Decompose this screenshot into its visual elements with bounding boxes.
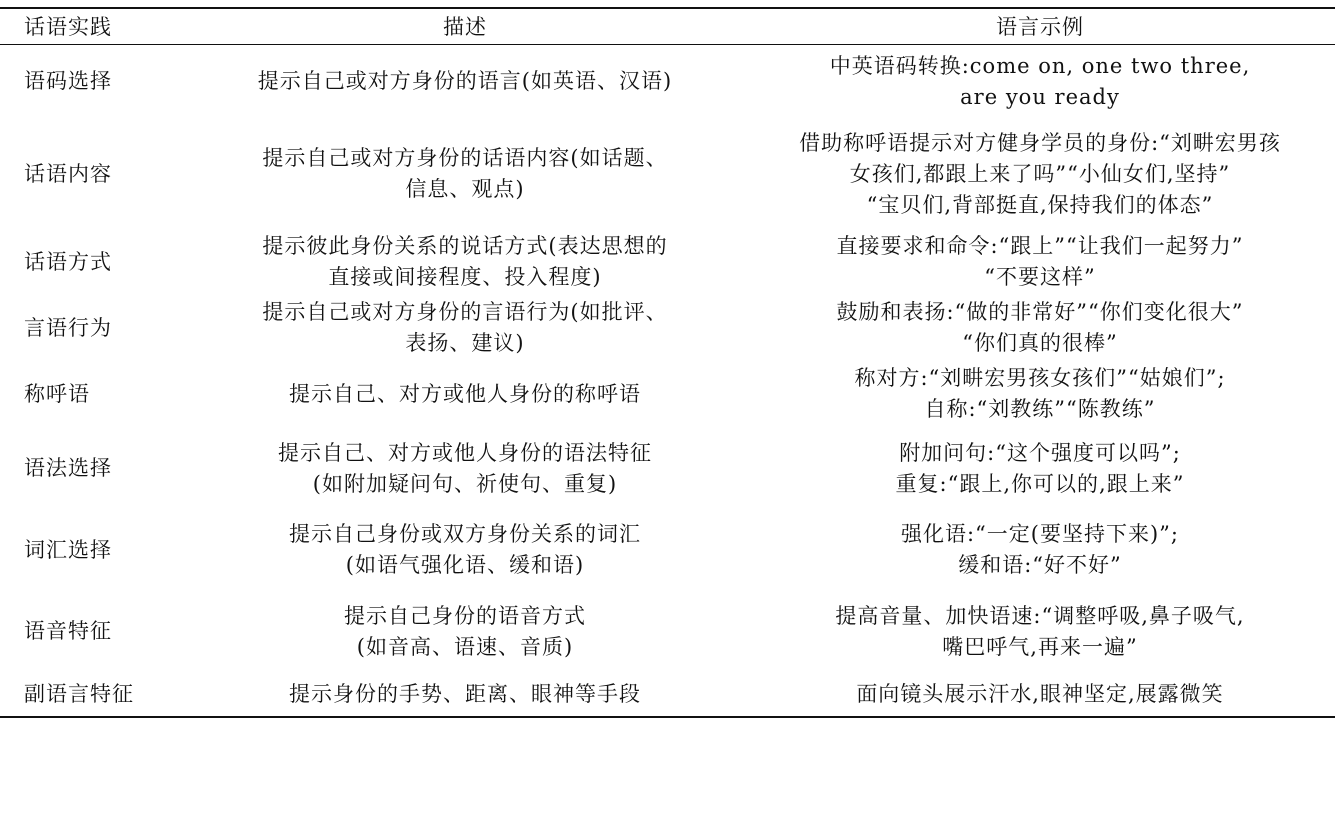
- header-row: [0, 8, 1335, 44]
- example-cell: [745, 427, 1335, 510]
- example-line: 借助称呼语提示对方健身学员的身份:“刘畊宏男孩: [799, 130, 1281, 155]
- example-line: 面向镜头展示汗水,眼神坚定,展露微笑: [856, 682, 1224, 706]
- example-line: “你们真的很棒”: [962, 331, 1118, 355]
- description-line: 提示身份的手势、距离、眼神等手段: [289, 682, 641, 706]
- practice-cell: 词汇选择: [24, 537, 112, 562]
- header-description: 描述: [185, 8, 745, 44]
- header-practice: 话语实践: [0, 8, 185, 44]
- practice-cell: 语码选择: [24, 69, 112, 94]
- description-cell: [185, 295, 745, 361]
- description-line: 提示自己或对方身份的语言(如英语、汉语): [257, 69, 673, 94]
- table-row: [0, 361, 1335, 427]
- example-line: 重复:“跟上,你可以的,跟上来”: [895, 471, 1185, 496]
- example-cell: [745, 229, 1335, 295]
- description-cell: [185, 673, 745, 717]
- description-cell: [185, 229, 745, 295]
- practice-cell: 语法选择: [24, 456, 112, 480]
- example-line: 自称:“刘教练”“陈教练”: [924, 397, 1156, 421]
- description-line: 直接或间接程度、投入程度): [328, 265, 602, 289]
- practice-cell: 言语行为: [24, 315, 112, 340]
- example-cell: [745, 119, 1335, 229]
- example-cell: [745, 590, 1335, 673]
- practice-cell: 副语言特征: [0, 673, 185, 717]
- practice-cell: 话语内容: [24, 161, 112, 186]
- description-cell: [185, 427, 745, 510]
- description-line: 提示自己或对方身份的言语行为(如批评、: [262, 300, 668, 324]
- description-cell: [185, 361, 745, 427]
- example-line: “宝贝们,背部挺直,保持我们的体态”: [866, 192, 1214, 217]
- example-line: “不要这样”: [984, 265, 1096, 289]
- table-row: [0, 229, 1335, 295]
- example-line: 提高音量、加快语速:“调整呼吸,鼻子吸气,: [835, 603, 1245, 628]
- description-line: 提示自己或对方身份的话语内容(如话题、: [262, 146, 668, 170]
- practice-cell: 语音特征: [24, 619, 112, 643]
- description-cell: [185, 44, 745, 119]
- example-line: 强化语:“一定(要坚持下来)”;: [900, 522, 1179, 546]
- identity-practice-table: [0, 7, 1335, 718]
- practice-cell: 称呼语: [24, 381, 90, 406]
- description-line: (如附加疑问句、祈使句、重复): [312, 471, 618, 496]
- table-row: [0, 295, 1335, 361]
- example-line: 直接要求和命令:“跟上”“让我们一起努力”: [836, 234, 1244, 258]
- description-line: 提示自己身份的语音方式: [344, 603, 586, 628]
- example-line: are you ready: [960, 84, 1120, 109]
- description-line: 提示自己、对方或他人身份的语法特征: [278, 440, 652, 465]
- description-cell: [185, 590, 745, 673]
- example-cell: [745, 295, 1335, 361]
- example-line: 缓和语:“好不好”: [958, 553, 1122, 577]
- table-row: [0, 673, 1335, 717]
- table-row: [0, 119, 1335, 229]
- description-line: 表扬、建议): [405, 331, 525, 355]
- example-line: 女孩们,都跟上来了吗”“小仙女们,坚持”: [849, 161, 1231, 186]
- description-line: 提示自己、对方或他人身份的称呼语: [289, 381, 641, 406]
- table-row: [0, 590, 1335, 673]
- description-line: (如语气强化语、缓和语): [345, 553, 585, 577]
- example-cell: [745, 361, 1335, 427]
- example-cell: [745, 44, 1335, 119]
- identity-practice-table-container: [0, 7, 1335, 718]
- description-line: 提示彼此身份关系的说话方式(表达思想的: [262, 234, 668, 258]
- example-line: 附加问句:“这个强度可以吗”;: [899, 440, 1181, 465]
- table-row: [0, 427, 1335, 510]
- description-cell: [185, 510, 745, 590]
- example-cell: [745, 673, 1335, 717]
- example-line: 嘴巴呼气,再来一遍”: [942, 634, 1138, 659]
- table-row: [0, 510, 1335, 590]
- table-body: [0, 44, 1335, 717]
- table-header: [0, 8, 1335, 44]
- description-line: (如音高、语速、音质): [356, 634, 574, 659]
- header-example: 语言示例: [745, 8, 1335, 44]
- example-line: 鼓励和表扬:“做的非常好”“你们变化很大”: [836, 300, 1244, 324]
- description-line: 提示自己身份或双方身份关系的词汇: [289, 522, 641, 546]
- example-cell: [745, 510, 1335, 590]
- description-line: 信息、观点): [405, 177, 525, 201]
- example-line: 称对方:“刘畊宏男孩女孩们”“姑娘们”;: [854, 366, 1226, 390]
- description-cell: [185, 119, 745, 229]
- example-line: 中英语码转换:come on, one two three,: [829, 53, 1251, 78]
- practice-cell: 话语方式: [24, 249, 112, 274]
- table-row: [0, 44, 1335, 119]
